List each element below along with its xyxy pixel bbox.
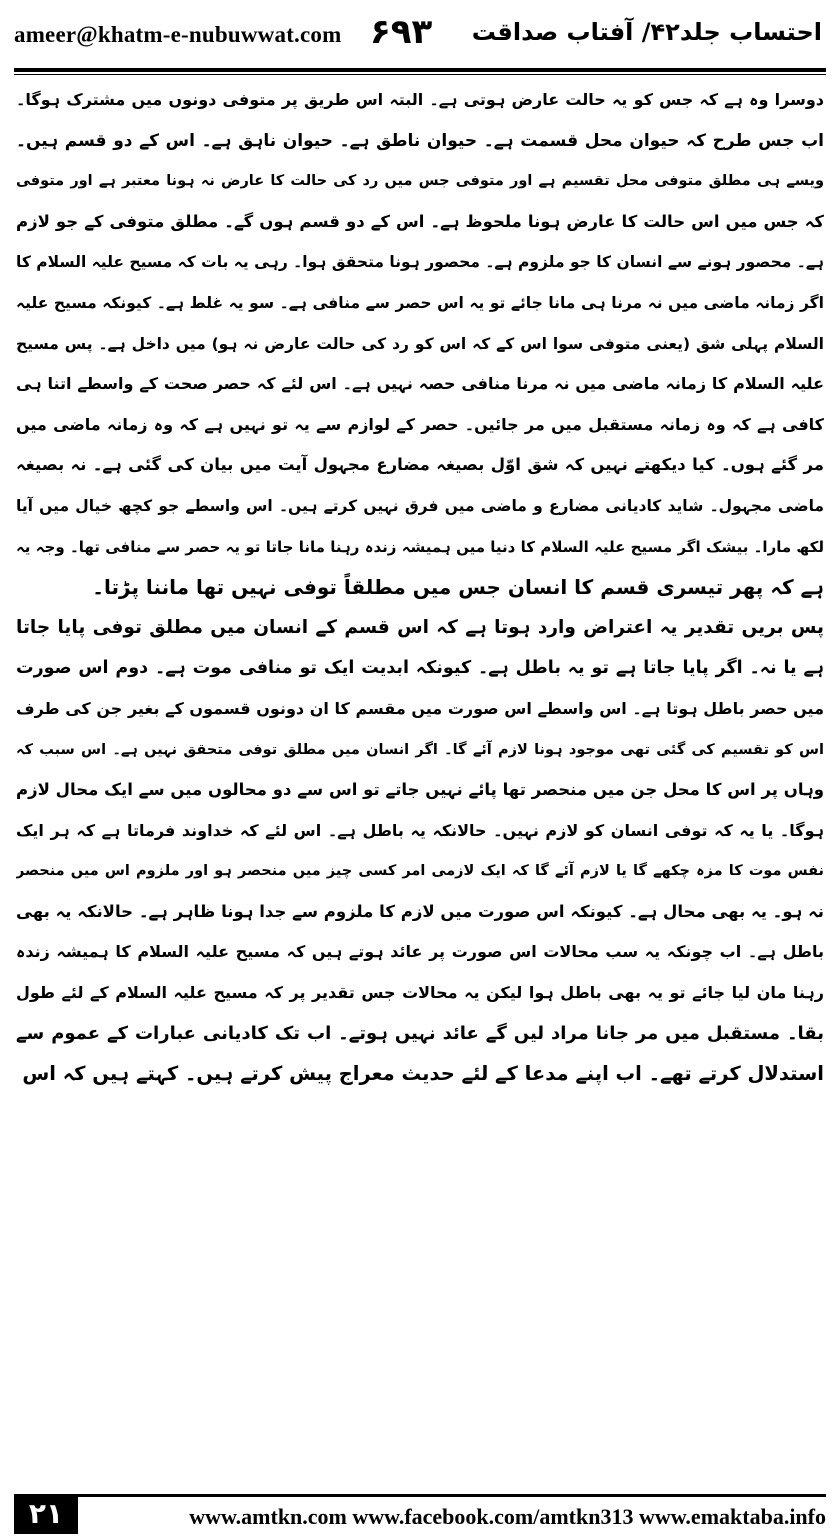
footer-page-label: ۲۱: [14, 1494, 78, 1534]
text-line: باطل ہے۔ اب چونکہ یہ سب محالات اس صورت پر عائد ہوتے ہیں کہ مسیح علیہ السلام کا ہمیشہ زندہ: [16, 942, 824, 962]
text-line: لکھ مارا۔ بیشک اگر مسیح علیہ السلام کا دنیا میں ہمیشہ زندہ رہنا مانا جاتا تو یہ حصر سے منافی تھا۔ وجہ یہ: [16, 537, 824, 556]
header-email: ameer@khatm-e-nubuwwat.com: [14, 22, 342, 47]
text-line: بقا۔ مستقبل میں مر جانا مراد لیں گے عائد نہیں ہوتے۔ اب تک کادیانی عبارات کے عموم سے: [16, 1022, 824, 1044]
header-rule: [14, 68, 826, 72]
text-line: پس بریں تقدیر یہ اعتراض وارد ہوتا ہے کہ اس قسم کے انسان میں مطلق توفی پایا جاتا: [16, 616, 824, 638]
text-line: اب جس طرح کہ حیوان محل قسمت ہے۔ حیوان ناطق ہے۔ حیوان ناہق ہے۔ اس کے دو قسم ہیں۔: [16, 130, 824, 151]
body-text: [16, 80, 824, 1470]
text-line: استدلال کرتے تھے۔ اب اپنے مدعا کے لئے حدیث معراج پیش کرتے ہیں۔ کہتے ہیں کہ اس: [22, 1062, 824, 1086]
footer-links: www.amtkn.com www.facebook.com/amtkn313 www.emaktaba.info: [189, 1504, 826, 1529]
text-line: علیہ السلام کا زمانہ ماضی میں نہ مرنا منافی حصہ نہیں ہے۔ اس لئے کہ حصر صحت کے واسطے اتنا ہی: [16, 374, 824, 394]
text-line: ہے۔ محصور ہونے سے انسان کا جو ملزوم ہے۔ محصور ہونا متحقق ہوا۔ رہی یہ بات کہ مسیح علیہ السلام کا: [16, 253, 824, 272]
text-line: السلام پہلی شق (یعنی متوفی سوا اس کے کہ اس کو رد کی حالت عارض نہ ہو) میں داخل ہے۔ پس مسیح: [16, 334, 824, 353]
text-line: اس کو تقسیم کی گئی تھی موجود ہونا لازم آئے گا۔ اگر انسان میں مطلق توفی متحقق نہیں ہے۔ اس سبب کہ: [16, 741, 824, 758]
text-line: ویسے ہی مطلق متوفی محل تقسیم ہے اور متوفی جس میں رد کی حالت کا عارض نہ ہونا معتبر ہے اور متوفی: [16, 173, 824, 190]
text-line: وہاں پر اس کا محل جن میں منحصر تھا پائے نہیں جاتے تو اس سے دو محالوں میں سے ایک محال لازم: [16, 780, 824, 800]
text-line: ہے یا نہ۔ اگر پایا جاتا ہے تو یہ باطل ہے۔ کیونکہ ابدیت ایک تو منافی موت ہے۔ دوم اس صورت: [16, 658, 824, 679]
text-line: کافی ہے کہ وہ زمانہ مستقبل میں مر جائیں۔ حصر کے لوازم سے یہ تو نہیں ہے کہ وہ زمانہ ماضی میں: [16, 414, 824, 434]
text-line: ہوگا۔ یا یہ کہ توفی انسان کو لازم نہیں۔ حالانکہ یہ باطل ہے۔ اس لئے کہ خداوند فرماتا ہے کہ ہر ایک: [16, 820, 824, 840]
text-line: میں حصر باطل ہوتا ہے۔ اس واسطے اس صورت میں مقسم کا ان دونوں قسموں کے بغیر جن کی طرف: [16, 698, 824, 718]
text-line: مر گئے ہوں۔ کیا دیکھتے نہیں کہ شق اوّل بصیغہ مضارع مجہول آیت میں بیان کی گئی ہے۔ نہ بصیغہ: [16, 455, 824, 475]
page-number: ۶۹۳: [370, 12, 433, 52]
header-rule-thin: [14, 74, 826, 75]
page-header: [14, 8, 826, 68]
book-title: احتساب جلد۴۲/ آفتاب صداقت: [471, 18, 822, 46]
text-line: رہنا مان لیا جائے تو یہ بھی باطل ہوا لیکن یہ محالات جس تقدیر پر کہ مسیح علیہ السلام کے لئے طول: [16, 983, 824, 1003]
footer-rule: [14, 1494, 826, 1497]
text-line: ہے کہ پھر تیسری قسم کا انسان جس میں مطلقاً توفی نہیں تھا ماننا پڑتا۔: [92, 575, 824, 600]
text-line: نفس موت کا مزہ چکھے گا یا لازم آئے گا کہ ایک لازمی امر کسی چیز میں منحصر ہو اور ملزوم اس میں منحصر: [16, 863, 824, 880]
text-line: اگر زمانہ ماضی میں نہ مرنا ہی مانا جائے تو یہ اس حصر سے منافی ہے۔ سو یہ غلط ہے۔ کیونکہ مسیح علیہ: [16, 293, 824, 312]
text-line: کہ جس میں اس حالت کا عارض ہونا ملحوظ ہے۔ اس کے دو قسم ہوں گے۔ مطلق متوفی کے جو لازم: [16, 211, 824, 231]
text-line: دوسرا وہ ہے کہ جس کو یہ حالت عارض ہوتی ہے۔ البتہ اس طریق پر متوفی دونوں میں مشترک ہوگا۔: [16, 90, 824, 109]
text-line: ماضی مجہول۔ شاید کادیانی مضارع و ماضی میں فرق نہیں کرتے ہیں۔ اس واسطے جو کچھ خیال میں آیا: [16, 496, 824, 515]
text-line: نہ ہو۔ یہ بھی محال ہے۔ کیونکہ اس صورت میں لازم کا ملزوم سے جدا ہونا ظاہر ہے۔ حالانکہ یہ بھی: [16, 901, 824, 921]
